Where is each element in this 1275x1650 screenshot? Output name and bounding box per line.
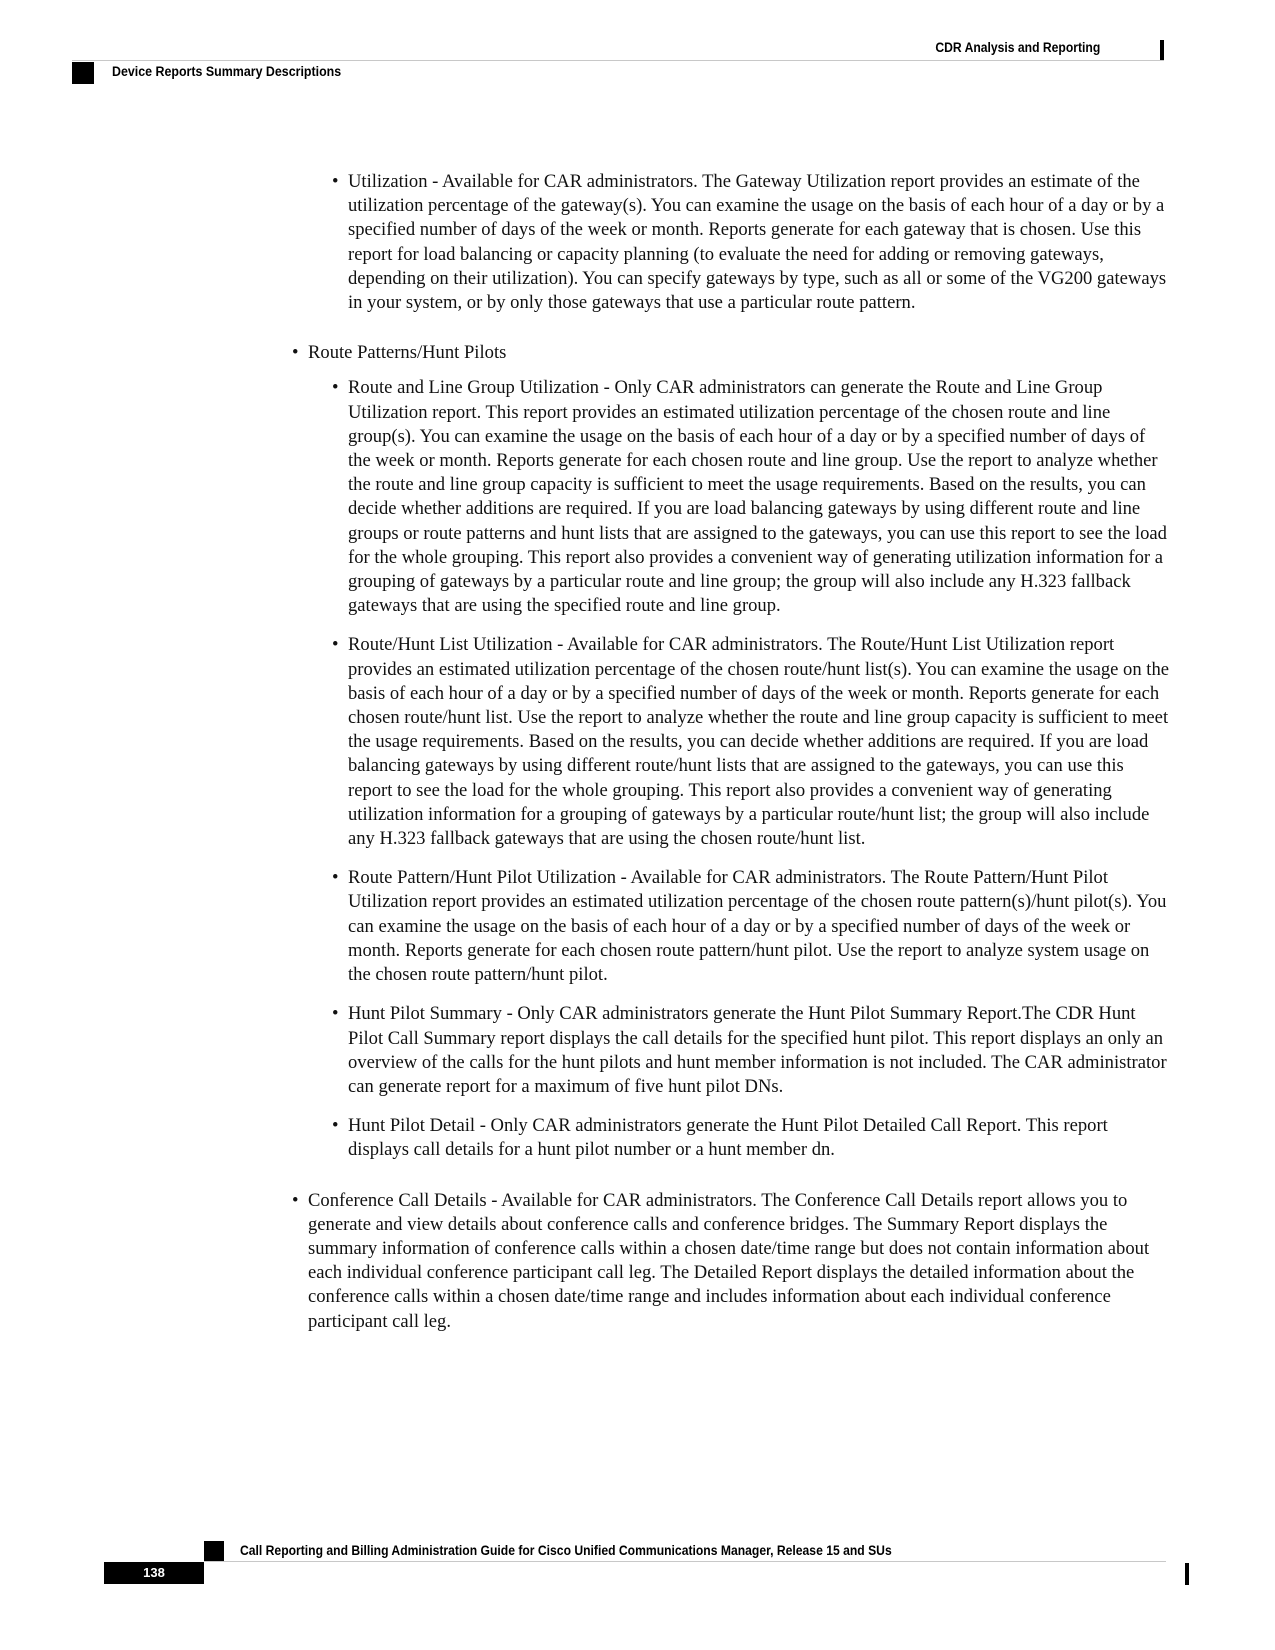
list-item-gateway-utilization: • Utilization - Available for CAR administrators. The Gateway Utilization report provides an estimate of the utilization percentage of the gateway(s). You can examine the usage on the basis of each hour of a day or by a specified number of days of the week or month. Reports generate for each gateway that is chosen. Use this report for load balancing or capacity planning (to evaluate the need for adding or removing gateways, depending on their utilization). You can specify gateways by type, such as all or some of the VG200 gateways in your system, or by only those gateways that use a particular route pattern. [330, 170, 1170, 315]
list-item-conference-call-details: • Conference Call Details - Available for CAR administrators. The Conference Call Details report allows you to generate and view details about conference calls and conference bridges. The Summary Report displays the summary information of conference calls within a chosen date/time range but does not contain information about each individual conference participant call leg. The Detailed Report displays the detailed information about the conference calls within a chosen date/time range and includes information about each individual conference participant call leg. [290, 1189, 1170, 1334]
section-title: Device Reports Summary Descriptions [112, 64, 342, 79]
book-title: Call Reporting and Billing Administration Guide for Cisco Unified Communications Manager, Release 15 and SUs [240, 1543, 892, 1558]
route-sublist [330, 376, 1170, 1162]
header-right-bar [1160, 40, 1164, 60]
top-level-list [290, 341, 1170, 1334]
page-body [290, 170, 1170, 1334]
footer-block [204, 1541, 224, 1561]
route-patterns-heading: Route Patterns/Hunt Pilots [308, 342, 507, 364]
header-rule [72, 60, 1164, 61]
header-left-block [72, 62, 94, 84]
footer-rule [204, 1561, 1166, 1562]
chapter-title: CDR Analysis and Reporting [935, 40, 1100, 55]
list-item-hunt-pilot-detail: • Hunt Pilot Detail - Only CAR administrators generate the Hunt Pilot Detailed Call Report. This report displays call details for a hunt pilot number or a hunt member dn. [330, 1114, 1170, 1162]
list-item-route-hunt-list: • Route/Hunt List Utilization - Available for CAR administrators. The Route/Hunt List Utilization report provides an estimated utilization percentage of the chosen route/hunt list(s). You can examine the usage on the basis of each hour of a day or by a specified number of days of the week or month. Reports generate for each chosen route/hunt list. Use the report to analyze whether the route and line group capacity is sufficient to meet the usage requirements. Based on the results, you can decide whether additions are required. If you are load balancing gateways by using different route/hunt lists that are assigned to the gateways, you can use this report to see the load for the whole grouping. This report also provides a convenient way of generating utilization information for a grouping of gateways by a particular route/hunt list; the group will also include any H.323 fallback gateways that are using the chosen route/hunt list. [330, 633, 1170, 851]
footer-right-bar [1185, 1563, 1189, 1585]
page-number: 138 [104, 1562, 204, 1584]
list-item-route-line-group: • Route and Line Group Utilization - Only CAR administrators can generate the Route and Line Group Utilization report. This report provides an estimated utilization percentage of the chosen route and line group(s). You can examine the usage on the basis of each hour of a day or by a specified number of days of the week or month. Reports generate for each chosen route and line group. Use the report to analyze whether the route and line group capacity is sufficient to meet the usage requirements. Based on the results, you can decide whether additions are required. If you are load balancing gateways by using different route and line groups or route patterns and hunt lists that are assigned to the gateways, you can use this report to see the load for the whole grouping. This report also provides a convenient way of generating utilization information for a grouping of gateways by a particular route and line group; the group will also include any H.323 fallback gateways that are using the specified route and line group. [330, 376, 1170, 618]
gateway-sublist [330, 170, 1170, 315]
list-item-route-pattern-hunt-pilot: • Route Pattern/Hunt Pilot Utilization - Available for CAR administrators. The Route Pattern/Hunt Pilot Utilization report provides an estimated utilization percentage of the chosen route pattern(s)/hunt pilot(s). You can examine the usage on the basis of each hour of a day or by a specified number of days of the week or month. Reports generate for each chosen route pattern/hunt pilot. Use the report to analyze system usage on the chosen route pattern/hunt pilot. [330, 866, 1170, 987]
list-item-route-patterns [290, 341, 1170, 1162]
list-item-hunt-pilot-summary: • Hunt Pilot Summary - Only CAR administrators generate the Hunt Pilot Summary Report.The CDR Hunt Pilot Call Summary report displays the call details for the specified hunt pilot. This report displays an only an overview of the calls for the hunt pilots and hunt member information is not included. The CAR administrator can generate report for a maximum of five hunt pilot DNs. [330, 1002, 1170, 1099]
